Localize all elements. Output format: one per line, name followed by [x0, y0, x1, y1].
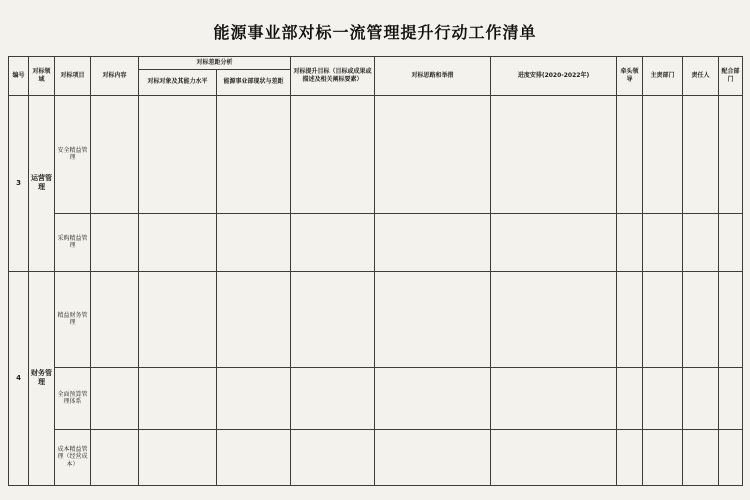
row-responsible [683, 95, 719, 213]
row-coop [719, 271, 743, 367]
table-row [9, 95, 743, 213]
worklist-table [8, 56, 743, 486]
row-leader [617, 213, 643, 271]
row-responsible [683, 367, 719, 429]
row-content [91, 95, 139, 213]
row-responsible [683, 271, 719, 367]
row-benchmark-level [139, 95, 217, 213]
row-coop [719, 95, 743, 213]
row-current-status [217, 367, 291, 429]
row-current-status [217, 429, 291, 485]
row-project: 采购精益管理 [55, 213, 91, 271]
row-measures [375, 367, 491, 429]
row-leader [617, 367, 643, 429]
header-measures: 对标思路和举措 [375, 57, 491, 96]
row-measures [375, 95, 491, 213]
table-row [9, 367, 743, 429]
row-domain: 运营管理 [29, 95, 55, 271]
row-responsible [683, 429, 719, 485]
row-project: 全面预算管理体系 [55, 367, 91, 429]
row-current-status [217, 271, 291, 367]
row-index: 3 [9, 95, 29, 271]
row-domain: 财务管理 [29, 271, 55, 485]
header-content: 对标内容 [91, 57, 139, 96]
table-row [9, 429, 743, 485]
row-target [291, 95, 375, 213]
row-leader [617, 95, 643, 213]
header-department: 主责部门 [643, 57, 683, 96]
row-target [291, 429, 375, 485]
header-project: 对标项目 [55, 57, 91, 96]
header-current-status: 能源事业部现状与差距 [217, 69, 291, 95]
row-schedule [491, 367, 617, 429]
header-schedule: 进度安排(2020-2022年) [491, 57, 617, 96]
row-schedule [491, 213, 617, 271]
document-title: 能源事业部对标一流管理提升行动工作清单 [213, 23, 537, 42]
row-department [643, 213, 683, 271]
row-benchmark-level [139, 271, 217, 367]
row-measures [375, 429, 491, 485]
row-benchmark-level [139, 367, 217, 429]
table-row [9, 213, 743, 271]
row-target [291, 271, 375, 367]
header-coop: 配合部门 [719, 57, 743, 96]
row-content [91, 429, 139, 485]
row-content [91, 367, 139, 429]
row-current-status [217, 95, 291, 213]
header-benchmark-level: 对标对象及其能力水平 [139, 69, 217, 95]
row-leader [617, 271, 643, 367]
row-coop [719, 367, 743, 429]
row-benchmark-level [139, 213, 217, 271]
header-target: 对标提升目标（目标或成果或描述及相关阐标要素） [291, 57, 375, 96]
row-schedule [491, 429, 617, 485]
header-index: 编号 [9, 57, 29, 96]
row-leader [617, 429, 643, 485]
header-gap-analysis: 对标差距分析 [139, 57, 291, 70]
row-target [291, 367, 375, 429]
row-department [643, 95, 683, 213]
row-project: 精益财务管理 [55, 271, 91, 367]
row-department [643, 367, 683, 429]
row-current-status [217, 213, 291, 271]
row-coop [719, 213, 743, 271]
header-leader: 牵头领导 [617, 57, 643, 96]
row-measures [375, 213, 491, 271]
row-schedule [491, 271, 617, 367]
row-index: 4 [9, 271, 29, 485]
row-coop [719, 429, 743, 485]
row-target [291, 213, 375, 271]
row-project: 安全精益管理 [55, 95, 91, 213]
row-content [91, 271, 139, 367]
row-content [91, 213, 139, 271]
row-benchmark-level [139, 429, 217, 485]
row-responsible [683, 213, 719, 271]
row-department [643, 271, 683, 367]
row-schedule [491, 95, 617, 213]
row-project: 成本精益管理（经营成本） [55, 429, 91, 485]
row-measures [375, 271, 491, 367]
table-row [9, 271, 743, 367]
header-domain: 对标领域 [29, 57, 55, 96]
header-responsible: 责任人 [683, 57, 719, 96]
row-department [643, 429, 683, 485]
